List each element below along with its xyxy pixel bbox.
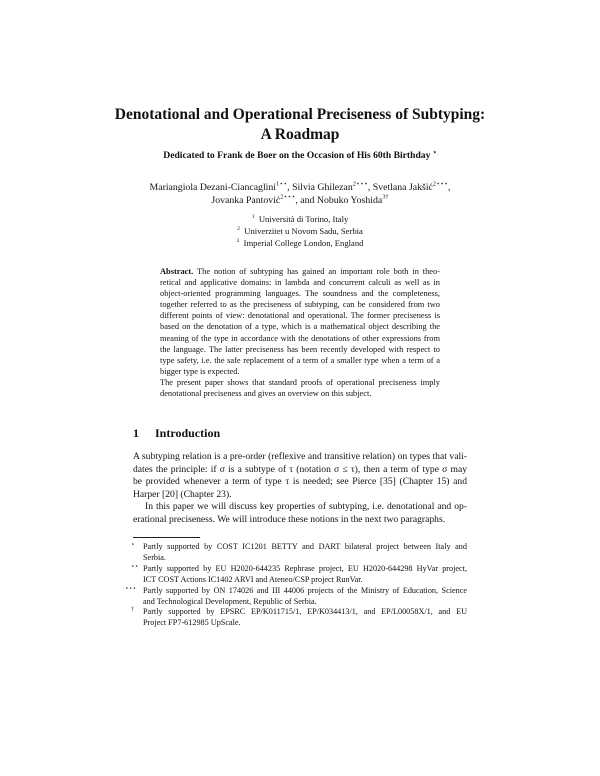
affiliation-name: Imperial College London, England [243,238,364,248]
paper-title-line-1: Denotational and Operational Preciseness of Subtyping: [114,106,486,123]
affiliation [0,214,600,224]
author-name: Mariangiola Dezani-Ciancaglini [149,182,277,193]
footnote-mark: ⋆⋆⋆ [125,585,137,592]
footnote-line [125,585,467,597]
footnote-text: Partly supported by EPSRC EP/K011715/1, EP/K034413/1, and EP/L00058X/1, and EU [143,607,467,617]
abstract-line: type safety, i.e. the safe replacement of a term of a smaller type when a term of a [160,355,440,365]
author-name: , Svetlana Jakšić [367,182,433,193]
footnotes [125,542,467,629]
abstract-line: meaning of the type in accordance with the denotations of other expressions from [160,333,440,343]
author-sup: 3† [382,193,389,201]
author-sep: , [448,182,451,193]
author-sup: 1⋆⋆ [276,180,288,188]
footnote-line: ICT COST Actions IC1402 ARVI and Ateneo/CSP project RunVar. [143,574,363,584]
footnote-line: and Technological Development, Republic of Serbia. [143,596,317,606]
dedication-text: Dedicated to Frank de Boer on the Occasion of His 60th Birthday [163,150,431,161]
footnote-text: Partly supported by EU H2020-644235 Rephrase project, EU H2020-644298 HyVar project, [143,563,467,573]
abstract-line: bigger type is expected. [160,366,240,376]
footnote-mark: † [131,607,134,614]
footnote-line [133,607,467,618]
body-line: erational preciseness. We will introduce these notions in the next two paragraphs. [133,513,446,525]
dedication-mark: ⋆ [432,148,437,156]
body-line: A subtyping relation is a pre-order (reflexive and transitive relation) on types that vali- [133,451,467,462]
dedication [0,150,600,161]
author-name: , and Nobuko Yoshida [295,195,383,206]
affiliation-num: 3 [236,238,240,245]
footnote-mark: ⋆⋆ [131,563,139,570]
section-number: 1 [133,426,139,440]
author-sup: 2⋆⋆⋆ [280,193,296,201]
affiliation-name: Università di Torino, Italy [258,214,349,224]
footnote-line: Project FP7-612985 UpScale. [143,618,241,628]
author-sup: 2⋆⋆⋆ [352,180,368,188]
abstract-line: the language. The latter preciseness has been recently developed with respect to [160,344,440,354]
abstract-line: different points of view: denotational and operational. The former preciseness is [160,311,440,321]
abstract [160,266,440,399]
body-line: dates the principle: if σ is a subtype of τ (notation σ ≤ τ), then a term of type σ may [133,463,467,475]
body-line: be provided whenever a term of type τ is needed; see Pierce [35] (Chapter 15) and [133,476,467,488]
abstract-line: object-oriented programming languages. The soundness and the completeness, [160,289,440,299]
abstract-text: The notion of subtyping has gained an important role both in theo- [197,267,440,276]
body-line: Harper [20] (Chapter 23). [133,488,232,500]
affiliation-num: 2 [237,226,240,233]
footnote-line [133,564,467,575]
affiliation-num: 1 [251,214,255,221]
section-heading [133,426,236,441]
paper-title-line-2: A Roadmap [260,126,340,143]
affiliation-name: Univerzitet u Novom Sadu, Serbia [244,226,363,236]
abstract-line: denotational preciseness and gives an overview on this subject. [160,389,372,399]
abstract-line: The present paper shows that standard proofs of operational preciseness imply [160,377,440,387]
authors-line-1 [0,182,600,193]
body-line: In this paper we will discuss key properties of subtyping, i.e. denotational and op- [145,501,467,513]
abstract-line: retical and applicative domains: in lambda and concurrent calculi as well as in [160,278,440,288]
footnote-line: Serbia. [143,552,166,562]
abstract-line: based on the denotation of a type, which is a mathematical object describing the [160,322,440,332]
footnote-rule [133,537,200,538]
abstract-line [160,266,440,277]
abstract-label: Abstract. [160,267,194,276]
footnote-text: Partly supported by ON 174026 and III 44006 projects of the Ministry of Education, Science [143,585,467,595]
author-sup: 2⋆⋆⋆ [432,180,449,188]
abstract-line: together referred to as the preciseness of subtyping, can be considered from two [160,300,440,310]
body-text [133,451,467,527]
authors-line-2 [0,195,600,206]
affiliation [0,226,600,236]
affiliation [0,238,600,248]
author-name: , Silvia Ghilezan [287,182,353,193]
footnote-text: Partly supported by COST IC1201 BETTY and DART bilateral project between Italy and [143,542,467,551]
author-name: Jovanka Pantović [211,195,281,206]
section-title: Introduction [155,426,221,440]
footnote-mark: ⋆ [131,542,135,548]
footnote-line [133,542,467,553]
